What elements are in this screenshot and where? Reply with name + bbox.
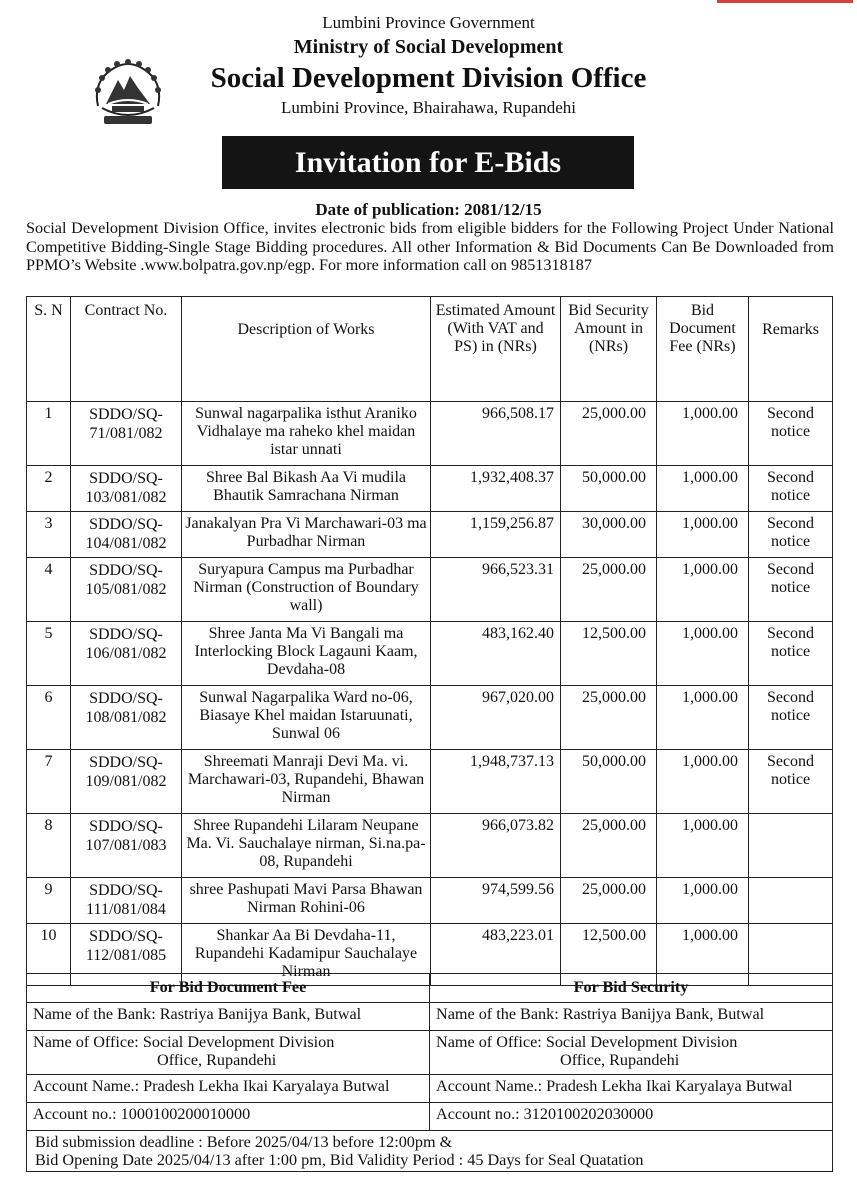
cell-remarks: Second notice — [749, 750, 833, 814]
cell-estimate: 1,948,737.13 — [431, 750, 561, 814]
cell-security: 12,500.00 — [561, 924, 657, 986]
government-name: Lumbini Province Government — [322, 13, 535, 32]
intro-paragraph: Social Development Division Office, invites electronic bids from eligible bidders for the Following Project Under National Competitive Bidding-Single Stage Bidding procedures. All other Information & Bid Documents Can Be Downloaded from PPMO’s Website .www.bolpatra.gov.np/egp. For more information call on 9851318187 — [26, 219, 834, 274]
cell-estimate: 1,159,256.87 — [431, 512, 561, 558]
cell-contract: SDDO/SQ-112/081/085 — [71, 924, 182, 986]
works-table — [26, 296, 833, 986]
col-header-description: Description of Works — [182, 297, 431, 402]
cell-fee: 1,000.00 — [657, 814, 749, 878]
cell-description: Shankar Aa Bi Devdaha-11, Rupandehi Kadamipur Sauchalaye Nirman — [182, 924, 431, 986]
cell-security: 25,000.00 — [561, 878, 657, 924]
office-name: Social Development Division Office — [210, 62, 647, 94]
bid-opening-date: Bid Opening Date 2025/04/13 after 1:00 pm, Bid Validity Period : 45 Days for Seal Quatation — [35, 1151, 644, 1169]
publication-date: Date of publication: 2081/12/15 — [315, 200, 542, 219]
cell-fee: 1,000.00 — [657, 686, 749, 750]
cell-description: Sunwal nagarpalika isthut Araniko Vidhalaye ma raheko khel maidan istar unnati — [182, 402, 431, 466]
cell-remarks: Second notice — [749, 512, 833, 558]
col-header-security: Bid Security Amount in (NRs) — [561, 297, 657, 402]
cell-estimate: 1,932,408.37 — [431, 466, 561, 512]
cell-fee: 1,000.00 — [657, 466, 749, 512]
cell-sn: 4 — [27, 558, 71, 622]
security-account-name: Account Name.: Pradesh Lekha Ikai Karyalaya Butwal — [430, 1075, 833, 1103]
cell-sn: 2 — [27, 466, 71, 512]
cell-fee: 1,000.00 — [657, 622, 749, 686]
cell-remarks — [749, 878, 833, 924]
doc-fee-office-line2: Office, Rupandehi — [157, 1051, 277, 1069]
cell-security: 50,000.00 — [561, 466, 657, 512]
doc-fee-bank: Name of the Bank: Rastriya Banijya Bank, Butwal — [27, 1003, 430, 1031]
doc-fee-account-name: Account Name.: Pradesh Lekha Ikai Karyalaya Butwal — [27, 1075, 430, 1103]
cell-contract: SDDO/SQ-105/081/082 — [71, 558, 182, 622]
cell-sn: 10 — [27, 924, 71, 986]
table-row — [27, 558, 833, 622]
cell-description: Shree Janta Ma Vi Bangali ma Interlocking Block Lagauni Kaam, Devdaha-08 — [182, 622, 431, 686]
cell-fee: 1,000.00 — [657, 878, 749, 924]
cell-remarks — [749, 814, 833, 878]
cell-security: 30,000.00 — [561, 512, 657, 558]
cell-description: Suryapura Campus ma Purbadhar Nirman (Construction of Boundary wall) — [182, 558, 431, 622]
notice-title: Invitation for E-Bids — [222, 136, 634, 189]
cell-sn: 6 — [27, 686, 71, 750]
table-row — [27, 622, 833, 686]
cell-estimate: 483,223.01 — [431, 924, 561, 986]
cell-fee: 1,000.00 — [657, 558, 749, 622]
cell-description: shree Pashupati Mavi Parsa Bhawan Nirman Rohini-06 — [182, 878, 431, 924]
cell-description: Shreemati Manraji Devi Ma. vi. Marchawari-03, Rupandehi, Bhawan Nirman — [182, 750, 431, 814]
doc-fee-office-line1: Name of Office: Social Development Division — [33, 1033, 335, 1051]
doc-fee-office — [27, 1031, 430, 1075]
cell-description: Sunwal Nagarpalika Ward no-06, Biasaye Khel maidan Istaruunati, Sunwal 06 — [182, 686, 431, 750]
security-heading: For Bid Security — [430, 974, 833, 1003]
col-header-remarks: Remarks — [749, 297, 833, 402]
cell-contract: SDDO/SQ-107/081/083 — [71, 814, 182, 878]
cell-estimate: 966,523.31 — [431, 558, 561, 622]
security-account-no: Account no.: 3120100202030000 — [430, 1103, 833, 1131]
ministry-name: Ministry of Social Development — [293, 36, 564, 58]
cell-remarks: Second notice — [749, 402, 833, 466]
security-office-line2: Office, Rupandehi — [560, 1051, 680, 1069]
security-bank: Name of the Bank: Rastriya Banijya Bank, Butwal — [430, 1003, 833, 1031]
col-header-estimate: Estimated Amount (With VAT and PS) in (NRs) — [431, 297, 561, 402]
cell-remarks: Second notice — [749, 686, 833, 750]
cell-estimate: 966,508.17 — [431, 402, 561, 466]
table-header-row — [27, 297, 833, 402]
table-row — [27, 466, 833, 512]
top-red-bar — [717, 0, 853, 3]
doc-fee-heading: For Bid Document Fee — [27, 974, 430, 1003]
col-header-fee: Bid Document Fee (NRs) — [657, 297, 749, 402]
deadline-cell — [27, 1131, 833, 1172]
submission-deadline: Bid submission deadline : Before 2025/04/13 before 12:00pm & — [35, 1133, 453, 1151]
security-office — [430, 1031, 833, 1075]
table-row — [27, 878, 833, 924]
cell-security: 25,000.00 — [561, 686, 657, 750]
cell-security: 25,000.00 — [561, 558, 657, 622]
letterhead — [0, 12, 857, 120]
cell-estimate: 974,599.56 — [431, 878, 561, 924]
cell-contract: SDDO/SQ-111/081/084 — [71, 878, 182, 924]
cell-description: Janakalyan Pra Vi Marchawari-03 ma Purbadhar Nirman — [182, 512, 431, 558]
cell-security: 12,500.00 — [561, 622, 657, 686]
table-row — [27, 686, 833, 750]
cell-fee: 1,000.00 — [657, 924, 749, 986]
cell-sn: 5 — [27, 622, 71, 686]
cell-description: Shree Bal Bikash Aa Vi mudila Bhautik Samrachana Nirman — [182, 466, 431, 512]
cell-sn: 3 — [27, 512, 71, 558]
table-row — [27, 814, 833, 878]
cell-fee: 1,000.00 — [657, 750, 749, 814]
cell-security: 50,000.00 — [561, 750, 657, 814]
cell-security: 25,000.00 — [561, 402, 657, 466]
cell-description: Shree Rupandehi Lilaram Neupane Ma. Vi. Sauchalaye nirman, Si.na.pa-08, Rupandehi — [182, 814, 431, 878]
cell-contract: SDDO/SQ-71/081/082 — [71, 402, 182, 466]
cell-estimate: 966,073.82 — [431, 814, 561, 878]
col-header-sn: S. N — [27, 297, 71, 402]
cell-remarks: Second notice — [749, 622, 833, 686]
cell-remarks: Second notice — [749, 466, 833, 512]
doc-fee-account-no: Account no.: 1000100200010000 — [27, 1103, 430, 1131]
cell-sn: 9 — [27, 878, 71, 924]
cell-security: 25,000.00 — [561, 814, 657, 878]
cell-contract: SDDO/SQ-104/081/082 — [71, 512, 182, 558]
cell-remarks: Second notice — [749, 558, 833, 622]
cell-estimate: 483,162.40 — [431, 622, 561, 686]
cell-sn: 8 — [27, 814, 71, 878]
cell-sn: 7 — [27, 750, 71, 814]
cell-contract: SDDO/SQ-106/081/082 — [71, 622, 182, 686]
col-header-contract: Contract No. — [71, 297, 182, 402]
security-office-line1: Name of Office: Social Development Division — [436, 1033, 738, 1051]
cell-contract: SDDO/SQ-108/081/082 — [71, 686, 182, 750]
cell-sn: 1 — [27, 402, 71, 466]
table-row — [27, 750, 833, 814]
cell-contract: SDDO/SQ-109/081/082 — [71, 750, 182, 814]
cell-contract: SDDO/SQ-103/081/082 — [71, 466, 182, 512]
cell-fee: 1,000.00 — [657, 512, 749, 558]
office-location: Lumbini Province, Bhairahawa, Rupandehi — [280, 98, 577, 117]
payment-details-table — [26, 973, 833, 1172]
table-row — [27, 402, 833, 466]
cell-estimate: 967,020.00 — [431, 686, 561, 750]
cell-fee: 1,000.00 — [657, 402, 749, 466]
table-row — [27, 512, 833, 558]
